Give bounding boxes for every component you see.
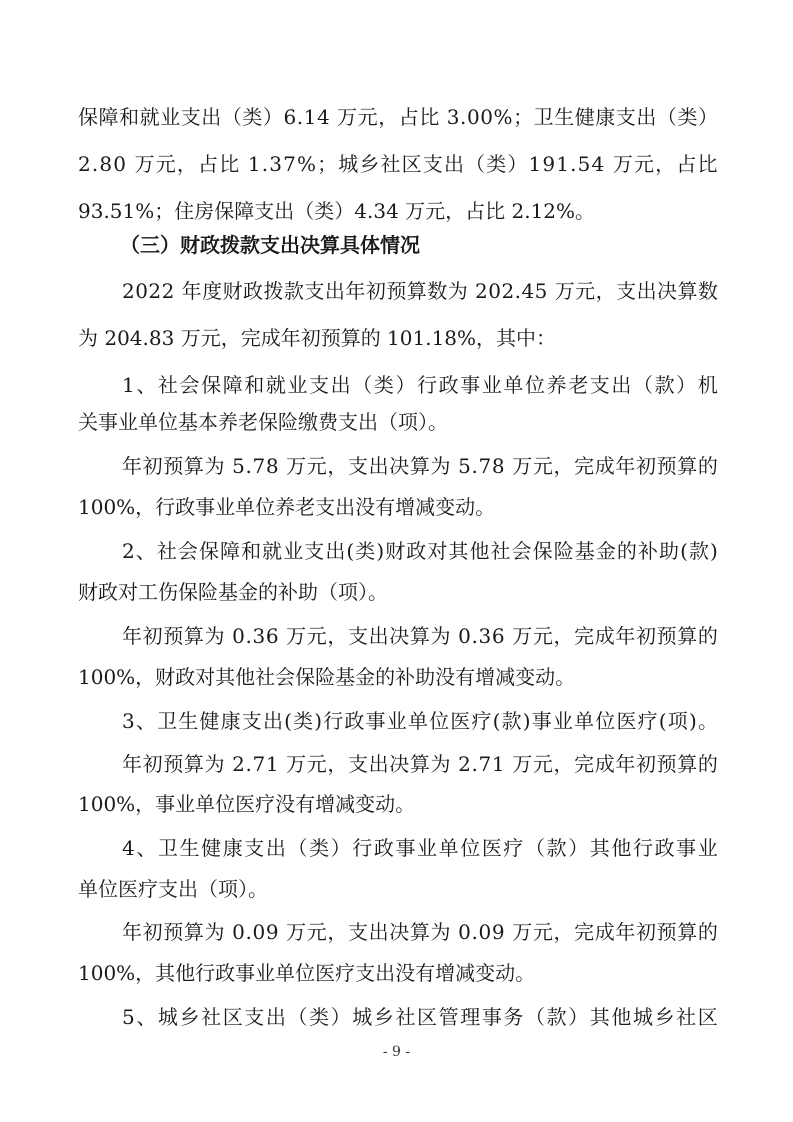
text-line: 年 初 预 算 为 5 . 7 8 万 元 ， 支 出 决 算 为 5 . 7 8 万 元 ， 完 成 年 初 预 算 的 xyxy=(122,454,718,478)
text-line: 财政对工伤保险基金的补助（项）。 xyxy=(78,580,388,604)
text-line: 年 初 预 算 为 2 . 7 1 万 元 ， 支 出 决 算 为 2 . 7 1 万 元 ， 完 成 年 初 预 算 的 xyxy=(122,752,718,776)
text-line: 100%，事业单位医疗没有增减变动。 xyxy=(78,792,416,816)
text-line: 100%，财政对其他社会保险基金的补助没有增减变动。 xyxy=(78,665,576,689)
text-line: 关事业单位基本养老保险缴费支出（项）。 xyxy=(78,410,448,434)
text-line: 100%，行政事业单位养老支出没有增减变动。 xyxy=(78,495,496,519)
list-item-heading: 4 、 卫 生 健 康 支 出 （ 类 ） 行 政 事 业 单 位 医 疗 （ 款 ） 其 他 行 政 事 业 xyxy=(122,836,718,860)
text-line: 年 初 预 算 为 0 . 3 6 万 元 ， 支 出 决 算 为 0 . 3 6 万 元 ， 完 成 年 初 预 算 的 xyxy=(122,624,718,648)
text-line: 100%，其他行政事业单位医疗支出没有增减变动。 xyxy=(78,961,536,985)
text-line: 单位医疗支出（项）。 xyxy=(78,877,268,901)
text-line: 2 . 8 0 万 元 ， 占 比 1 . 3 7 % ； 城 乡 社 区 支 出 （ 类 ） 1 9 1 . 5 4 万 元 ， 占 比 xyxy=(78,152,718,176)
list-item-heading: 5 、 城 乡 社 区 支 出 （ 类 ） 城 乡 社 区 管 理 事 务 （ 款 ） 其 他 城 乡 社 区 xyxy=(122,1005,718,1029)
section-heading: （三）财政拨款支出决算具体情况 xyxy=(120,233,420,257)
text-line: 年 初 预 算 为 0 . 0 9 万 元 ， 支 出 决 算 为 0 . 0 9 万 元 ， 完 成 年 初 预 算 的 xyxy=(122,920,718,944)
list-item-heading: 2 、 社 会 保 障 和 就 业 支 出 ( 类 ) 财 政 对 其 他 社 会 保 险 基 金 的 补 助 ( 款 ) xyxy=(122,539,718,563)
text-line: 保 障 和 就 业 支 出 （ 类 ） 6 . 1 4 万 元 ， 占 比 3 . 0 0 % ； 卫 生 健 康 支 出 （ 类 ） xyxy=(78,105,718,129)
text-line: 93.51%；住房保障支出（类）4.34 万元，占比 2.12%。 xyxy=(78,199,596,223)
text-line: 为 204.83 万元，完成年初预算的 101.18%，其中： xyxy=(78,326,557,350)
page-number: - 9 - xyxy=(382,1044,411,1060)
list-item-heading: 3 、 卫 生 健 康 支 出 ( 类 ) 行 政 事 业 单 位 医 疗 ( 款 ) 事 业 单 位 医 疗 ( 项 ) 。 xyxy=(122,709,718,733)
text-line: 2 0 2 2 年 度 财 政 拨 款 支 出 年 初 预 算 数 为 2 0 2 . 4 5 万 元 ， 支 出 决 算 数 xyxy=(122,279,718,303)
list-item-heading: 1 、 社 会 保 障 和 就 业 支 出 （ 类 ） 行 政 事 业 单 位 养 老 支 出 （ 款 ） 机 xyxy=(122,373,718,397)
